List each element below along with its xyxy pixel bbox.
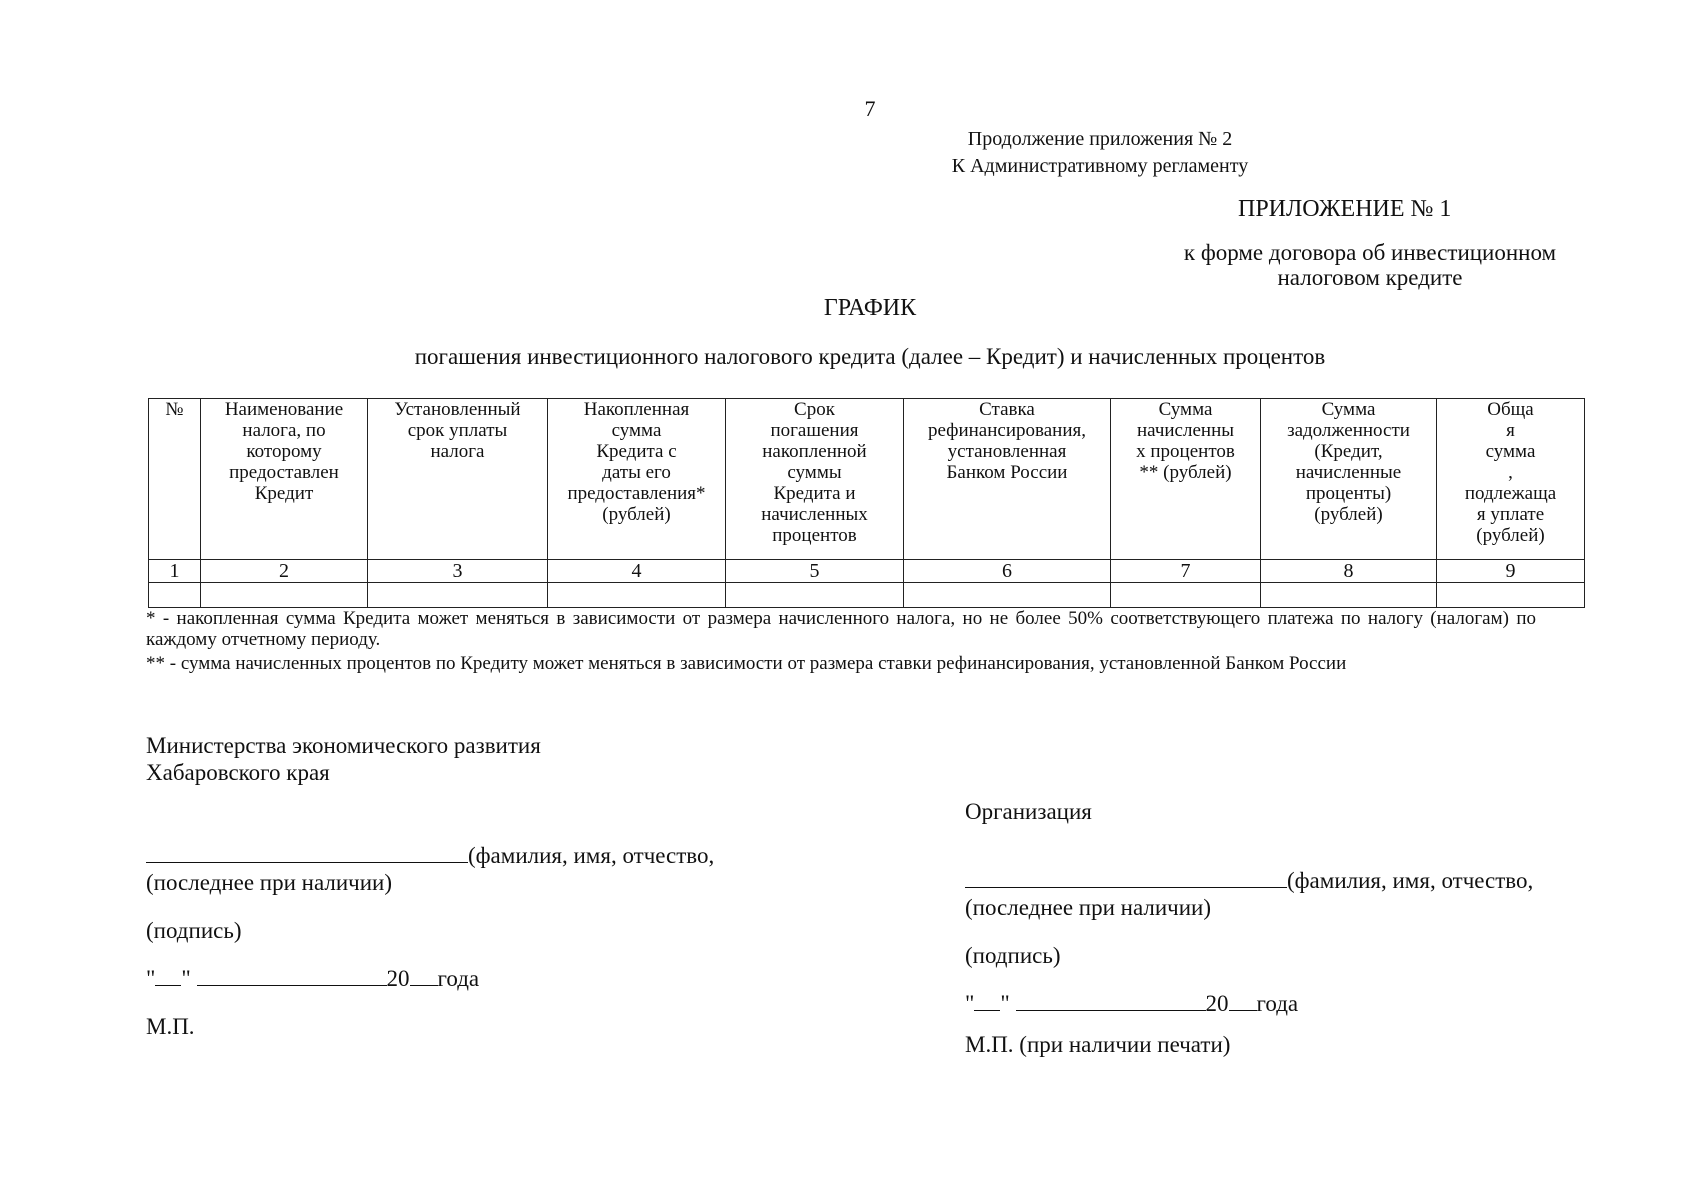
footnote-accumulated-credit: * - накопленная сумма Кредита может меняться в зависимости от размера начисленного налога, но не более 50% соответствующего платежа по налогу (налогам) по каждому отчетному периоду. — [146, 608, 1536, 650]
date-year-prefix: 20 — [386, 966, 410, 991]
year-blank-line — [1229, 1009, 1257, 1011]
continuation-header — [890, 126, 1310, 180]
day-blank-line — [974, 1009, 1000, 1011]
fio-label: (фамилия, имя, отчество, — [468, 843, 715, 868]
month-blank-line — [1016, 1009, 1206, 1011]
date-year-prefix: 20 — [1205, 991, 1229, 1016]
column-header-total-payable: Обща я сумма , подлежаща я уплате (рублей) — [1437, 399, 1585, 560]
column-number-cell: 1 — [149, 560, 201, 583]
appendix-subtitle-line-2: налоговом кредите — [1277, 265, 1463, 290]
column-number-cell: 4 — [548, 560, 726, 583]
repayment-schedule-table — [148, 398, 1585, 608]
column-number-cell: 9 — [1437, 560, 1585, 583]
table-number-row — [149, 560, 1585, 583]
fio-label: (фамилия, имя, отчество, — [1287, 868, 1534, 893]
year-blank-line — [410, 984, 438, 986]
stamp-label: М.П. (при наличии печати) — [965, 1032, 1231, 1057]
appendix-subtitle-line-1: к форме договора об инвестиционном — [1183, 240, 1557, 265]
column-number-cell: 6 — [904, 560, 1111, 583]
column-number-cell: 5 — [726, 560, 904, 583]
column-number-cell: 8 — [1261, 560, 1437, 583]
table-cell — [1261, 583, 1437, 608]
organization-signature-block — [965, 798, 1533, 1058]
date-quote-close: " — [181, 966, 191, 991]
table-cell — [149, 583, 201, 608]
day-blank-line — [155, 984, 181, 986]
date-quote-open: " — [965, 991, 975, 1016]
table-cell — [1437, 583, 1585, 608]
document-title: ГРАФИК — [823, 295, 917, 321]
fio-blank-line — [965, 886, 1287, 888]
table-empty-row — [149, 583, 1585, 608]
footnote-accrued-interest: ** - сумма начисленных процентов по Кредиту может меняться в зависимости от размера ставки рефинансирования, установленной Банком России — [146, 653, 1347, 674]
organization-date-line — [965, 990, 1533, 1017]
column-number-cell: 7 — [1111, 560, 1261, 583]
column-header-tax-due-date: Установленный срок уплаты налога — [368, 399, 548, 560]
column-number-cell: 2 — [201, 560, 368, 583]
fio-blank-line — [146, 861, 468, 863]
date-suffix: года — [437, 966, 480, 991]
table-cell — [904, 583, 1111, 608]
table-header-row — [149, 399, 1585, 560]
month-blank-line — [197, 984, 387, 986]
column-header-refinancing-rate: Ставка рефинансирования, установленная Банком России — [904, 399, 1111, 560]
column-header-debt-amount: Сумма задолженности (Кредит, начисленные проценты) (рублей) — [1261, 399, 1437, 560]
date-quote-close: " — [1000, 991, 1010, 1016]
ministry-signature-block — [146, 732, 714, 1040]
page-number: 7 — [864, 96, 876, 121]
ministry-fio-line — [146, 842, 714, 869]
column-header-tax-name: Наименование налога, по которому предоставлен Кредит — [201, 399, 368, 560]
fio-label-continued: (последнее при наличии) — [965, 895, 1212, 920]
fio-label-continued: (последнее при наличии) — [146, 870, 393, 895]
appendix-title: ПРИЛОЖЕНИЕ № 1 — [1238, 196, 1452, 222]
signature-label: (подпись) — [146, 918, 242, 943]
date-quote-open: " — [146, 966, 156, 991]
table-cell — [726, 583, 904, 608]
column-header-accrued-interest: Сумма начисленны х процентов ** (рублей) — [1111, 399, 1261, 560]
ministry-name-line-2: Хабаровского края — [146, 760, 330, 785]
column-number-cell: 3 — [368, 560, 548, 583]
continuation-line-1: Продолжение приложения № 2 — [967, 128, 1233, 150]
table-cell — [368, 583, 548, 608]
table-cell — [1111, 583, 1261, 608]
organization-fio-line — [965, 867, 1533, 894]
date-suffix: года — [1256, 991, 1299, 1016]
table-cell — [548, 583, 726, 608]
column-header-number: № — [149, 399, 201, 560]
ministry-date-line — [146, 965, 714, 992]
signature-label: (подпись) — [965, 943, 1061, 968]
column-header-accumulated-credit: Накопленная сумма Кредита с даты его предоставления* (рублей) — [548, 399, 726, 560]
stamp-label: М.П. — [146, 1014, 195, 1039]
continuation-line-2: К Административному регламенту — [951, 155, 1249, 177]
organization-label: Организация — [965, 799, 1092, 824]
column-header-repayment-term: Срок погашения накопленной суммы Кредита и начисленных процентов — [726, 399, 904, 560]
document-subtitle: погашения инвестиционного налогового кредита (далее – Кредит) и начисленных процентов — [414, 344, 1326, 369]
appendix-subtitle — [1120, 240, 1620, 290]
table-cell — [201, 583, 368, 608]
ministry-name-line-1: Министерства экономического развития — [146, 733, 541, 758]
